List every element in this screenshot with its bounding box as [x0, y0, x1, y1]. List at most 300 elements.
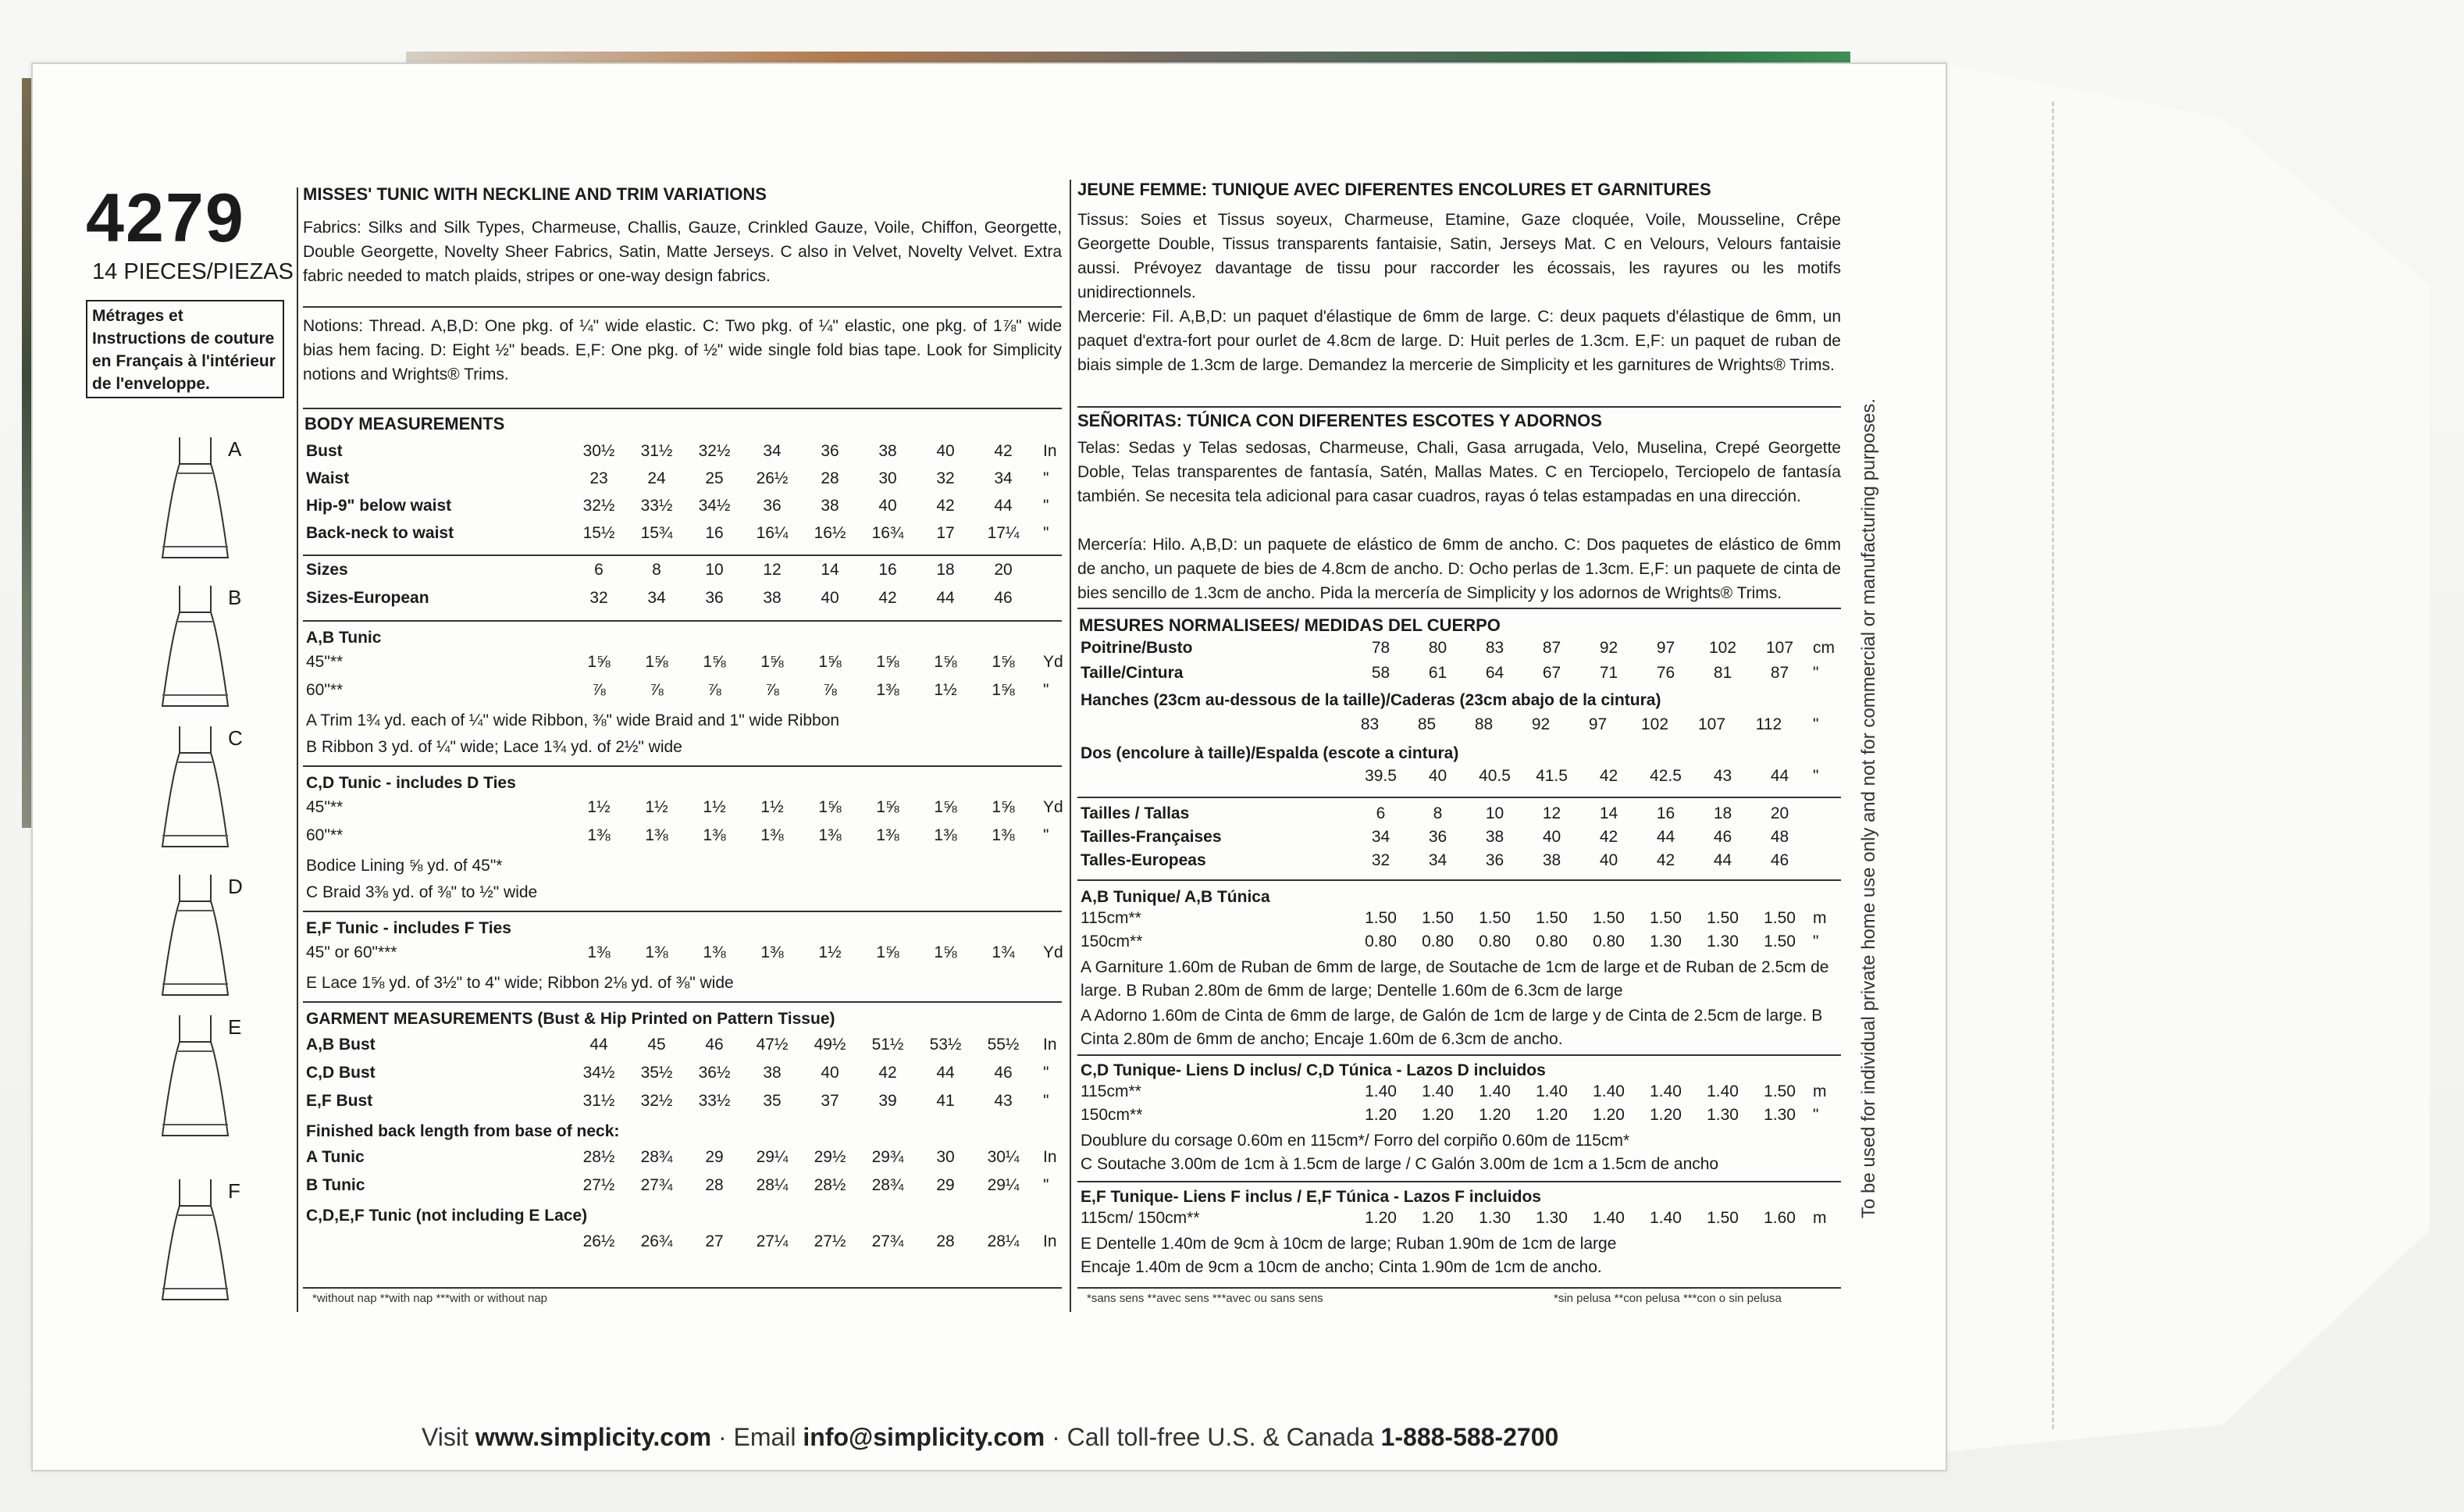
row-label: 115cm**: [1081, 909, 1141, 927]
row-value: 1.40: [1536, 1082, 1568, 1100]
row-value: 32: [1371, 851, 1390, 869]
row-value: 53½: [929, 1036, 962, 1054]
row-value: 92: [1531, 715, 1551, 733]
row-value: 40.5: [1479, 767, 1511, 785]
row-value: 46: [1713, 828, 1732, 846]
row-label: Sizes-European: [306, 589, 429, 607]
row-value: 1.60: [1764, 1209, 1796, 1227]
row-label: 150cm**: [1081, 933, 1143, 950]
row-value: ⅞: [592, 681, 606, 699]
row-value: 1.50: [1536, 909, 1568, 927]
row-value: 1½: [934, 681, 957, 699]
row-value: 26½: [756, 469, 789, 487]
row-value: 38: [763, 589, 782, 607]
row-label: 115cm**: [1081, 1082, 1141, 1100]
row-value: 42: [936, 497, 955, 515]
row-value: 1.20: [1365, 1209, 1397, 1227]
row-value: 1.40: [1650, 1209, 1682, 1227]
row-value: 97: [1656, 639, 1675, 657]
row-value: 1.40: [1422, 1082, 1454, 1100]
row-value: ⅞: [823, 681, 837, 699]
row-value: 46: [1770, 851, 1789, 869]
row-label: Tailles / Tallas: [1081, 804, 1190, 822]
row-value: 1.30: [1479, 1209, 1511, 1227]
row-value: 40: [1599, 851, 1618, 869]
row-label: Back-neck to waist: [306, 524, 454, 542]
tunic-view-sketch: [141, 722, 250, 854]
row-value: 16¼: [756, 524, 789, 542]
tunic-outline: [162, 875, 228, 995]
row-value: 28: [705, 1176, 724, 1194]
row-value: 1.40: [1479, 1082, 1511, 1100]
row-value: 107: [1697, 715, 1726, 733]
tunic-outline: [162, 437, 228, 558]
row-value: 41: [936, 1092, 955, 1110]
row-value: 78: [1371, 639, 1390, 657]
row-value: 45: [647, 1036, 666, 1054]
row-value: 0.80: [1536, 933, 1568, 950]
row-value: 40: [1542, 828, 1561, 846]
row-value: 1½: [587, 798, 611, 816]
row-value: 1⅝: [934, 653, 957, 671]
row-value: 102: [1708, 639, 1737, 657]
row-value: 1.30: [1536, 1209, 1568, 1227]
row-value: 44: [936, 589, 955, 607]
tunic-outline: [162, 1015, 228, 1136]
row-value: 1⅝: [992, 798, 1015, 816]
row-value: 27½: [814, 1232, 846, 1250]
row-unit: m: [1813, 1082, 1827, 1100]
row-value: 85: [1417, 715, 1437, 733]
row-unit: In: [1043, 442, 1057, 460]
row-value: 47½: [756, 1036, 789, 1054]
row-value: 1⅝: [818, 798, 842, 816]
row-value: 20: [994, 561, 1013, 579]
row-label: 60"**: [306, 826, 344, 844]
row-unit: ": [1043, 469, 1049, 487]
row-label: A,B Bust: [306, 1036, 376, 1054]
row-unit: ": [1043, 826, 1049, 844]
row-value: 42: [878, 589, 897, 607]
english-footnote: *without nap **with nap ***with or without nap: [312, 1292, 548, 1305]
french-instructions-notice: Métrages et Instructions de couture en Français à l'intérieur de l'enveloppe.: [86, 300, 284, 398]
rule: [303, 911, 1062, 912]
row-value: 42: [1656, 851, 1675, 869]
row-unit: ": [1043, 681, 1049, 699]
table-note: E,F Tunique- Liens F inclus / E,F Túnica - Lazos F incluidos: [1081, 1188, 1541, 1206]
row-value: 1⅝: [703, 653, 726, 671]
row-value: 1.20: [1650, 1106, 1682, 1124]
row-value: 42: [1599, 767, 1618, 785]
row-value: 1.30: [1707, 933, 1739, 950]
row-value: 34: [763, 442, 782, 460]
view-letter: D: [228, 875, 243, 898]
row-value: 102: [1640, 715, 1669, 733]
row-value: 41.5: [1536, 767, 1568, 785]
row-label: 115cm/ 150cm**: [1081, 1209, 1200, 1227]
row-label: E,F Bust: [306, 1092, 373, 1110]
row-value: 29¼: [756, 1148, 789, 1166]
private-use-vertical-note: To be used for individual private home use only and not for commercial or manufacturing purposes.: [1858, 398, 1879, 1218]
row-unit: In: [1043, 1148, 1057, 1166]
view-letter: C: [228, 726, 243, 750]
row-value: 87: [1770, 664, 1789, 682]
row-value: 1⅜: [818, 826, 842, 844]
row-value: ⅞: [650, 681, 664, 699]
row-value: 1.30: [1764, 1106, 1796, 1124]
row-value: 37: [821, 1092, 839, 1110]
row-unit: ": [1043, 1176, 1049, 1194]
rule: [1077, 879, 1841, 881]
tunic-view-sketch: [141, 433, 250, 565]
row-value: 29: [705, 1148, 724, 1166]
row-value: 44: [589, 1036, 608, 1054]
row-unit: m: [1813, 909, 1827, 927]
row-value: 27¾: [640, 1176, 673, 1194]
row-value: 35: [763, 1092, 782, 1110]
row-value: 44: [1656, 828, 1675, 846]
row-value: 81: [1713, 664, 1732, 682]
row-value: 29: [936, 1176, 955, 1194]
row-value: 8: [652, 561, 661, 579]
rule: [303, 765, 1062, 767]
telas-text: Telas: Sedas y Telas sedosas, Charmeuse, Chali, Gasa arrugada, Velo, Muselina, Crepé Georgette Doble, Telas transparentes de fantasía, Satén, Mallas Mates. C en Terciopelo, Terciopelo de fantasía también. Se necesita tela adicional para casar cuadros, rayas ó telas estampadas en una dirección.: [1077, 439, 1841, 505]
rule: [1077, 1287, 1841, 1289]
row-value: 1.40: [1707, 1082, 1739, 1100]
row-label: 45"**: [306, 653, 344, 671]
row-value: 1⅝: [876, 798, 899, 816]
row-value: 1⅜: [587, 943, 611, 961]
row-value: 10: [705, 561, 724, 579]
row-value: 1⅜: [703, 943, 726, 961]
email-link[interactable]: info@simplicity.com: [803, 1423, 1045, 1451]
row-value: 18: [936, 561, 955, 579]
row-value: 0.80: [1593, 933, 1625, 950]
row-value: 36: [1428, 828, 1447, 846]
row-value: 1.50: [1593, 909, 1625, 927]
row-value: 1½: [703, 798, 726, 816]
row-value: 1⅜: [760, 943, 784, 961]
row-value: 26¾: [640, 1232, 673, 1250]
row-value: 36½: [698, 1064, 731, 1082]
row-value: 1⅜: [587, 826, 611, 844]
row-value: 88: [1474, 715, 1494, 733]
row-value: 1⅝: [818, 653, 842, 671]
row-value: 34: [994, 469, 1013, 487]
table-note: C Braid 3⅜ yd. of ⅜" to ½" wide: [306, 883, 538, 901]
row-value: 33½: [640, 497, 673, 515]
view-letter: A: [228, 437, 242, 461]
row-label: 150cm**: [1081, 1106, 1143, 1124]
row-value: 36: [763, 497, 782, 515]
pattern-number: 4279: [86, 179, 245, 256]
rule: [303, 408, 1062, 409]
rule: [1077, 797, 1841, 798]
row-value: 26½: [582, 1232, 615, 1250]
row-label: 45" or 60"***: [306, 943, 397, 961]
row-value: 1.40: [1593, 1209, 1625, 1227]
phone-number: 1-888-588-2700: [1380, 1423, 1559, 1451]
row-value: 36: [1485, 851, 1504, 869]
row-value: 42: [1599, 828, 1618, 846]
row-value: 61: [1428, 664, 1447, 682]
row-value: 44: [1713, 851, 1732, 869]
rule: [303, 555, 1062, 556]
row-label: Talles-Europeas: [1081, 851, 1206, 869]
row-unit: ": [1043, 1092, 1049, 1110]
row-value: ⅞: [707, 681, 721, 699]
row-value: 29¼: [987, 1176, 1020, 1194]
envelope-flap: [1936, 62, 2430, 1453]
row-value: 25: [705, 469, 724, 487]
row-unit: ": [1043, 497, 1049, 515]
left-column-divider: [297, 187, 298, 1312]
row-value: 12: [1542, 804, 1561, 822]
row-value: 20: [1770, 804, 1789, 822]
row-unit: ": [1813, 1106, 1819, 1124]
row-value: 31½: [640, 442, 673, 460]
row-value: 39: [878, 1092, 897, 1110]
row-value: 16½: [814, 524, 846, 542]
row-value: 27¾: [871, 1232, 904, 1250]
row-value: 1.20: [1479, 1106, 1511, 1124]
row-label: Tailles-Françaises: [1081, 828, 1222, 846]
row-value: 83: [1360, 715, 1380, 733]
row-value: 1.30: [1707, 1106, 1739, 1124]
row-value: 15¾: [640, 524, 673, 542]
row-value: 16: [705, 524, 724, 542]
row-label: Hip-9" below waist: [306, 497, 452, 515]
row-value: 49½: [814, 1036, 846, 1054]
row-value: 1.50: [1650, 909, 1682, 927]
row-value: 1.40: [1365, 1082, 1397, 1100]
row-value: 8: [1433, 804, 1443, 822]
row-value: 38: [1542, 851, 1561, 869]
row-value: 1.40: [1650, 1082, 1682, 1100]
table-note: Doublure du corsage 0.60m en 115cm*/ Forro del corpiño 0.60m de 115cm*: [1081, 1132, 1630, 1150]
notions-text: Notions: Thread. A,B,D: One pkg. of ¼" wide elastic. C: Two pkg. of ¼" elastic, one pkg. of 1⅞" wide bias hem facing. D: Eight ½" beads. E,F: One pkg. of ½" wide single fold bias tape. Look for Simplicity notions and Wrights® Trims.: [303, 317, 1062, 383]
table-note: Dos (encolure à taille)/Espalda (escote a cintura): [1081, 744, 1459, 762]
row-value: 1.50: [1707, 1209, 1739, 1227]
row-value: 42: [878, 1064, 897, 1082]
row-value: 44: [994, 497, 1013, 515]
row-value: 28: [936, 1232, 955, 1250]
row-value: 39.5: [1365, 767, 1397, 785]
metric-header: MESURES NORMALISEES/ MEDIDAS DEL CUERPO: [1079, 615, 1501, 635]
row-value: 32½: [698, 442, 731, 460]
row-value: 46: [994, 1064, 1013, 1082]
view-letter: E: [228, 1015, 242, 1039]
row-value: 107: [1765, 639, 1794, 657]
row-value: 24: [647, 469, 666, 487]
row-value: 48: [1770, 828, 1789, 846]
row-unit: In: [1043, 1036, 1057, 1054]
rule: [1077, 406, 1841, 408]
merceria-text: Mercería: Hilo. A,B,D: un paquete de elástico de 6mm de ancho. C: Dos paquetes de elástico de 6mm de ancho, un paquete de bies de 4.8cm de ancho. D: Ocho perlas de 1.3cm. E,F: un paquete de cinta de bies sencillo de 1.3cm de ancho. Pida la mercería de Simplicity y los adornos de Wrights® Trims.: [1077, 536, 1841, 602]
table-note: E Lace 1⅝ yd. of 3½" to 4" wide; Ribbon 2⅛ yd. of ⅜" wide: [306, 974, 734, 992]
row-value: 18: [1713, 804, 1732, 822]
row-value: 34½: [582, 1064, 615, 1082]
row-value: 38: [763, 1064, 782, 1082]
row-value: 28¼: [987, 1232, 1020, 1250]
row-value: 58: [1371, 664, 1390, 682]
row-value: 14: [1599, 804, 1618, 822]
row-value: 1⅝: [934, 943, 957, 961]
row-value: 15½: [582, 524, 615, 542]
row-value: 29½: [814, 1148, 846, 1166]
table-note: Finished back length from base of neck:: [306, 1122, 620, 1140]
rule: [1077, 1054, 1841, 1056]
row-value: 1.50: [1764, 909, 1796, 927]
center-divider: [1070, 180, 1071, 1312]
row-value: 1⅜: [703, 826, 726, 844]
table-note: C Soutache 3.00m de 1cm à 1.5cm de large / C Galón 3.00m de 1cm a 1.5cm de ancho: [1081, 1155, 1719, 1173]
website-link[interactable]: www.simplicity.com: [475, 1423, 712, 1451]
table-note: A Trim 1¾ yd. each of ¼" wide Ribbon, ⅜" wide Braid and 1" wide Ribbon: [306, 711, 840, 729]
row-value: 1⅝: [992, 653, 1015, 671]
row-value: 40: [878, 497, 897, 515]
table-note: A Garniture 1.60m de Ruban de 6mm de large, de Soutache de 1cm de large et de Ruban de 2.5cm de large. B Ruban 2.80m de 6mm de large; Dentelle 1.60m de 6.3cm de large: [1081, 958, 1829, 1000]
row-value: 40: [936, 442, 955, 460]
tunic-outline: [162, 1179, 228, 1300]
row-value: 31½: [582, 1092, 615, 1110]
row-value: 36: [821, 442, 839, 460]
table-note: A,B Tunique/ A,B Túnica: [1081, 888, 1270, 906]
row-unit: m: [1813, 1209, 1827, 1227]
row-value: 28: [821, 469, 839, 487]
row-value: 29¾: [871, 1148, 904, 1166]
table-note: Hanches (23cm au-dessous de la taille)/Caderas (23cm abajo de la cintura): [1081, 691, 1661, 709]
row-value: 44: [1770, 767, 1789, 785]
row-label: Poitrine/Busto: [1081, 639, 1193, 657]
table-note: A,B Tunic: [306, 629, 382, 647]
row-value: 92: [1599, 639, 1618, 657]
row-value: 0.80: [1479, 933, 1511, 950]
contact-footer: [422, 1423, 1558, 1452]
row-value: 32: [936, 469, 955, 487]
row-value: 1⅜: [645, 943, 668, 961]
row-value: 34½: [698, 497, 731, 515]
tunic-view-sketch: [141, 1175, 250, 1307]
tunic-outline: [162, 586, 228, 706]
row-value: 28¾: [640, 1148, 673, 1166]
row-value: 42.5: [1650, 767, 1682, 785]
row-value: 23: [589, 469, 608, 487]
row-value: 12: [763, 561, 782, 579]
row-value: 35½: [640, 1064, 673, 1082]
rule: [1077, 1181, 1841, 1182]
row-value: 76: [1656, 664, 1675, 682]
table-note: C,D Tunic - includes D Ties: [306, 774, 516, 792]
row-value: 1.20: [1536, 1106, 1568, 1124]
row-value: 34: [1371, 828, 1390, 846]
row-value: 1⅜: [876, 681, 899, 699]
row-value: 28¾: [871, 1176, 904, 1194]
row-value: 67: [1542, 664, 1561, 682]
row-value: 30½: [582, 442, 615, 460]
row-value: 43: [994, 1092, 1013, 1110]
row-value: 1⅝: [934, 798, 957, 816]
view-letter: B: [228, 586, 242, 609]
rule: [1077, 608, 1841, 609]
row-value: 1⅜: [760, 826, 784, 844]
row-label: A Tunic: [306, 1148, 365, 1166]
flap-glue-line: [2052, 102, 2054, 1429]
row-label: Taille/Cintura: [1081, 664, 1184, 682]
french-title: JEUNE FEMME: TUNIQUE AVEC DIFERENTES ENCOLURES ET GARNITURES: [1077, 180, 1711, 199]
row-value: 112: [1755, 715, 1782, 733]
row-label: Waist: [306, 469, 350, 487]
mercerie-text: Mercerie: Fil. A,B,D: un paquet d'élastique de 6mm de large. C: deux paquets d'élastique de 6mm, un paquet d'extra-fort pour ourlet de 4.8cm de large. D: Huit perles de 1.3cm. E,F: un paquet de ruban de biais simple de 1.3cm de large. Demandez la mercerie de Simplicity et les garnitures de Wrights® Trims.: [1077, 308, 1841, 374]
row-value: 36: [705, 589, 724, 607]
row-unit: ": [1813, 767, 1819, 785]
row-value: 40: [821, 1064, 839, 1082]
row-value: 1.30: [1650, 933, 1682, 950]
row-label: Sizes: [306, 561, 348, 579]
pieces-count: 14 PIECES/PIEZAS: [92, 259, 294, 284]
visit-label: Visit: [422, 1423, 475, 1451]
row-value: 17¼: [987, 524, 1020, 542]
row-value: 43: [1713, 767, 1732, 785]
row-value: 14: [821, 561, 839, 579]
row-value: 1.50: [1707, 909, 1739, 927]
row-value: 28½: [814, 1176, 846, 1194]
rule: [303, 1001, 1062, 1003]
row-value: 64: [1485, 664, 1504, 682]
row-value: 1.20: [1365, 1106, 1397, 1124]
row-value: 1.50: [1365, 909, 1397, 927]
table-note: C,D Tunique- Liens D inclus/ C,D Túnica - Lazos D incluidos: [1081, 1061, 1546, 1079]
row-value: ⅞: [765, 681, 779, 699]
row-value: 27¼: [756, 1232, 789, 1250]
row-value: 97: [1588, 715, 1608, 733]
row-value: 30: [878, 469, 897, 487]
rule: [303, 306, 1062, 308]
row-value: 10: [1485, 804, 1504, 822]
row-value: 51½: [871, 1036, 904, 1054]
tissus-text: Tissus: Soies et Tissus soyeux, Charmeuse, Etamine, Gaze cloquée, Voile, Mousseline, Crêpe Georgette Double, Tissus transparents fantaisie, Satin, Jerseys Mat. C en Velours, Velours fantaisie aussi. Prévoyez davantage de tissu pour raccorder les écossais, les rayures ou les motifs unidirectionnels.: [1077, 211, 1841, 301]
row-unit: ": [1043, 1064, 1049, 1082]
row-value: 30¼: [987, 1148, 1020, 1166]
row-value: 1½: [760, 798, 784, 816]
row-value: 33½: [698, 1092, 731, 1110]
row-value: 1⅝: [760, 653, 784, 671]
row-value: 6: [1376, 804, 1386, 822]
row-value: 30: [936, 1148, 955, 1166]
tunic-view-sketch: [141, 1011, 250, 1143]
row-label: Bust: [306, 442, 343, 460]
row-value: 16¾: [871, 524, 904, 542]
row-value: 1⅝: [645, 653, 668, 671]
row-unit: Yd: [1043, 943, 1063, 961]
row-value: 46: [994, 589, 1013, 607]
row-value: 0.80: [1422, 933, 1454, 950]
table-note: E Dentelle 1.40m de 9cm à 10cm de large; Ruban 1.90m de 1cm de large: [1081, 1235, 1617, 1253]
row-value: 1.40: [1593, 1082, 1625, 1100]
row-unit: In: [1043, 1232, 1057, 1250]
tunic-view-sketch: [141, 581, 250, 714]
row-value: 55½: [987, 1036, 1020, 1054]
english-title: MISSES' TUNIC WITH NECKLINE AND TRIM VARIATIONS: [303, 184, 767, 204]
row-value: 1.50: [1422, 909, 1454, 927]
row-unit: ": [1813, 933, 1819, 950]
row-value: 1.50: [1479, 909, 1511, 927]
row-value: 38: [1485, 828, 1504, 846]
row-value: 40: [821, 589, 839, 607]
body-measurements-header: BODY MEASUREMENTS: [304, 414, 505, 433]
table-note: A Adorno 1.60m de Cinta de 6mm de large, de Galón de 1cm de large y de Cinta de 2.5cm de large. B Cinta 2.80m de 6mm de ancho; Encaje 1.60m de 6.3cm de ancho.: [1081, 1007, 1823, 1048]
row-value: 16: [1656, 804, 1675, 822]
